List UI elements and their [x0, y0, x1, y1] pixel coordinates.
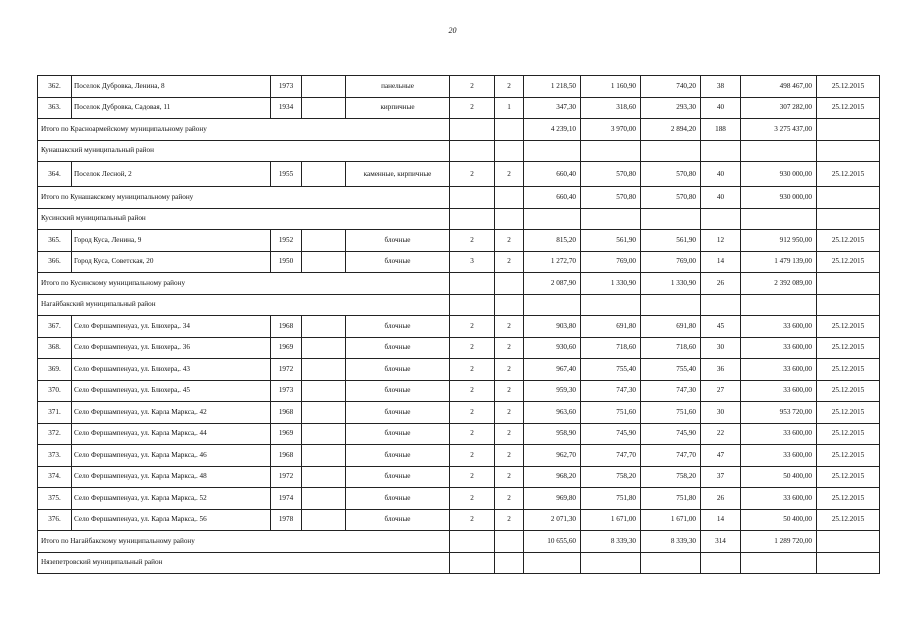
empty-cell: [302, 466, 346, 488]
material-cell: блочные: [346, 380, 450, 402]
empty-cell: [524, 294, 581, 316]
empty-cell: [701, 294, 741, 316]
empty-cell: [817, 273, 880, 295]
table-row: [38, 76, 880, 98]
floors-cell: 2: [450, 380, 495, 402]
empty-cell: [581, 552, 641, 574]
area-total-cell: 4 239,10: [524, 119, 581, 141]
entrances-cell: 2: [495, 466, 524, 488]
cost-cell: 33 600,00: [741, 488, 817, 510]
entrances-cell: 2: [495, 380, 524, 402]
area-living-cell: 691,80: [581, 316, 641, 338]
residents-cell: 14: [701, 251, 741, 273]
area-living-cell: 561,90: [581, 230, 641, 252]
table-row: [38, 380, 880, 402]
empty-cell: [581, 208, 641, 230]
row-number: 370.: [38, 380, 72, 402]
date-cell: 25.12.2015: [817, 359, 880, 381]
row-number: 364.: [38, 162, 72, 187]
area-residential-cell: 691,80: [641, 316, 701, 338]
area-total-cell: 660,40: [524, 162, 581, 187]
district-header-row: [38, 294, 880, 316]
cost-cell: 307 282,00: [741, 97, 817, 119]
empty-cell: [641, 140, 701, 162]
row-number: 363.: [38, 97, 72, 119]
material-cell: блочные: [346, 316, 450, 338]
date-cell: 25.12.2015: [817, 380, 880, 402]
empty-cell: [495, 140, 524, 162]
area-living-cell: 758,20: [581, 466, 641, 488]
year-cell: 1968: [271, 316, 302, 338]
empty-cell: [302, 230, 346, 252]
cost-cell: 1 289 720,00: [741, 531, 817, 553]
cost-cell: 33 600,00: [741, 445, 817, 467]
residents-cell: 30: [701, 337, 741, 359]
date-cell: 25.12.2015: [817, 316, 880, 338]
entrances-cell: 2: [495, 402, 524, 424]
empty-cell: [495, 552, 524, 574]
empty-cell: [302, 488, 346, 510]
residents-cell: 36: [701, 359, 741, 381]
table-row: [38, 445, 880, 467]
area-residential-cell: 570,80: [641, 187, 701, 209]
empty-cell: [641, 294, 701, 316]
address-cell: Село Фершампенуаз, ул. Блюхера,. 36: [72, 337, 271, 359]
total-row: [38, 273, 880, 295]
residents-cell: 40: [701, 97, 741, 119]
material-cell: блочные: [346, 359, 450, 381]
residents-cell: 40: [701, 187, 741, 209]
empty-cell: [817, 208, 880, 230]
district-name: Кусинский муниципальный район: [38, 208, 450, 230]
empty-cell: [817, 140, 880, 162]
empty-cell: [450, 531, 495, 553]
date-cell: 25.12.2015: [817, 466, 880, 488]
floors-cell: 2: [450, 445, 495, 467]
cost-cell: 930 000,00: [741, 187, 817, 209]
row-number: 371.: [38, 402, 72, 424]
area-residential-cell: 758,20: [641, 466, 701, 488]
row-number: 376.: [38, 509, 72, 531]
address-cell: Поселок Лесной, 2: [72, 162, 271, 187]
district-name: Нагайбакский муниципальный район: [38, 294, 450, 316]
material-cell: панельные: [346, 76, 450, 98]
empty-cell: [450, 294, 495, 316]
row-number: 372.: [38, 423, 72, 445]
area-residential-cell: 751,60: [641, 402, 701, 424]
date-cell: 25.12.2015: [817, 509, 880, 531]
address-cell: Поселок Дубровка, Ленина, 8: [72, 76, 271, 98]
table-row: [38, 402, 880, 424]
area-total-cell: 10 655,60: [524, 531, 581, 553]
empty-cell: [302, 76, 346, 98]
table-row: [38, 230, 880, 252]
area-living-cell: 1 160,90: [581, 76, 641, 98]
year-cell: 1972: [271, 466, 302, 488]
address-cell: Село Фершампенуаз, ул. Карла Маркса,. 56: [72, 509, 271, 531]
empty-cell: [302, 251, 346, 273]
entrances-cell: 2: [495, 76, 524, 98]
cost-cell: 930 000,00: [741, 162, 817, 187]
floors-cell: 2: [450, 97, 495, 119]
area-residential-cell: 740,20: [641, 76, 701, 98]
floors-cell: 2: [450, 230, 495, 252]
floors-cell: 2: [450, 488, 495, 510]
cost-cell: 912 950,00: [741, 230, 817, 252]
empty-cell: [641, 208, 701, 230]
area-residential-cell: 747,70: [641, 445, 701, 467]
row-number: 367.: [38, 316, 72, 338]
empty-cell: [302, 402, 346, 424]
total-label: Итого по Нагайбакскому муниципальному району: [38, 531, 450, 553]
area-residential-cell: 751,80: [641, 488, 701, 510]
area-total-cell: 963,60: [524, 402, 581, 424]
date-cell: 25.12.2015: [817, 445, 880, 467]
table-row: [38, 251, 880, 273]
empty-cell: [302, 509, 346, 531]
address-cell: Село Фершампенуаз, ул. Карла Маркса,. 52: [72, 488, 271, 510]
empty-cell: [701, 140, 741, 162]
year-cell: 1950: [271, 251, 302, 273]
row-number: 366.: [38, 251, 72, 273]
empty-cell: [581, 140, 641, 162]
floors-cell: 3: [450, 251, 495, 273]
empty-cell: [302, 423, 346, 445]
cost-cell: 953 720,00: [741, 402, 817, 424]
material-cell: блочные: [346, 509, 450, 531]
area-total-cell: 2 071,30: [524, 509, 581, 531]
empty-cell: [450, 273, 495, 295]
empty-cell: [701, 552, 741, 574]
floors-cell: 2: [450, 337, 495, 359]
empty-cell: [302, 162, 346, 187]
empty-cell: [450, 119, 495, 141]
area-living-cell: 769,00: [581, 251, 641, 273]
area-living-cell: 751,60: [581, 402, 641, 424]
date-cell: 25.12.2015: [817, 162, 880, 187]
district-name: Нязепетровский муниципальный район: [38, 552, 450, 574]
table-row: [38, 97, 880, 119]
area-residential-cell: 1 671,00: [641, 509, 701, 531]
area-living-cell: 751,80: [581, 488, 641, 510]
entrances-cell: 2: [495, 230, 524, 252]
row-number: 374.: [38, 466, 72, 488]
residents-cell: 40: [701, 162, 741, 187]
residents-cell: 37: [701, 466, 741, 488]
floors-cell: 2: [450, 509, 495, 531]
empty-cell: [450, 140, 495, 162]
area-total-cell: 1 272,70: [524, 251, 581, 273]
area-total-cell: 903,80: [524, 316, 581, 338]
residents-cell: 26: [701, 273, 741, 295]
residents-cell: 27: [701, 380, 741, 402]
area-total-cell: 959,30: [524, 380, 581, 402]
row-number: 362.: [38, 76, 72, 98]
material-cell: блочные: [346, 445, 450, 467]
area-total-cell: 815,20: [524, 230, 581, 252]
table-row: [38, 359, 880, 381]
total-row: [38, 187, 880, 209]
entrances-cell: 2: [495, 251, 524, 273]
empty-cell: [450, 187, 495, 209]
residents-cell: 314: [701, 531, 741, 553]
address-cell: Село Фершампенуаз, ул. Карла Маркса,. 46: [72, 445, 271, 467]
empty-cell: [817, 531, 880, 553]
cost-cell: 33 600,00: [741, 380, 817, 402]
empty-cell: [741, 208, 817, 230]
area-residential-cell: 293,30: [641, 97, 701, 119]
residents-cell: 14: [701, 509, 741, 531]
area-total-cell: 969,80: [524, 488, 581, 510]
address-cell: Село Фершампенуаз, ул. Карла Маркса,. 48: [72, 466, 271, 488]
address-cell: Село Фершампенуаз, ул. Карла Маркса,. 44: [72, 423, 271, 445]
material-cell: блочные: [346, 423, 450, 445]
empty-cell: [302, 97, 346, 119]
area-total-cell: 968,20: [524, 466, 581, 488]
empty-cell: [495, 208, 524, 230]
area-living-cell: 1 671,00: [581, 509, 641, 531]
empty-cell: [495, 531, 524, 553]
empty-cell: [817, 552, 880, 574]
cost-cell: 33 600,00: [741, 423, 817, 445]
year-cell: 1968: [271, 445, 302, 467]
district-name: Кунашакский муниципальный район: [38, 140, 450, 162]
address-cell: Село Фершампенуаз, ул. Карла Маркса,. 42: [72, 402, 271, 424]
table-row: [38, 466, 880, 488]
floors-cell: 2: [450, 316, 495, 338]
address-cell: Поселок Дубровка, Садовая, 11: [72, 97, 271, 119]
entrances-cell: 2: [495, 162, 524, 187]
entrances-cell: 2: [495, 359, 524, 381]
empty-cell: [524, 140, 581, 162]
cost-cell: 33 600,00: [741, 359, 817, 381]
residents-cell: 22: [701, 423, 741, 445]
empty-cell: [302, 445, 346, 467]
residents-cell: 38: [701, 76, 741, 98]
area-living-cell: 8 339,30: [581, 531, 641, 553]
empty-cell: [817, 294, 880, 316]
material-cell: блочные: [346, 251, 450, 273]
empty-cell: [581, 294, 641, 316]
residents-cell: 12: [701, 230, 741, 252]
address-cell: Село Фершампенуаз, ул. Блюхера,. 43: [72, 359, 271, 381]
entrances-cell: 2: [495, 423, 524, 445]
material-cell: блочные: [346, 402, 450, 424]
district-header-row: [38, 552, 880, 574]
table-row: [38, 509, 880, 531]
area-residential-cell: 747,30: [641, 380, 701, 402]
area-living-cell: 747,30: [581, 380, 641, 402]
table-row: [38, 423, 880, 445]
table-body: [38, 76, 880, 574]
cost-cell: 3 275 437,00: [741, 119, 817, 141]
row-number: 375.: [38, 488, 72, 510]
year-cell: 1972: [271, 359, 302, 381]
empty-cell: [302, 316, 346, 338]
residents-cell: 45: [701, 316, 741, 338]
area-living-cell: 745,90: [581, 423, 641, 445]
empty-cell: [302, 380, 346, 402]
year-cell: 1978: [271, 509, 302, 531]
floors-cell: 2: [450, 402, 495, 424]
year-cell: 1955: [271, 162, 302, 187]
empty-cell: [524, 208, 581, 230]
material-cell: блочные: [346, 466, 450, 488]
area-residential-cell: 8 339,30: [641, 531, 701, 553]
area-living-cell: 3 970,00: [581, 119, 641, 141]
entrances-cell: 2: [495, 316, 524, 338]
material-cell: кирпичные: [346, 97, 450, 119]
residents-cell: 26: [701, 488, 741, 510]
area-residential-cell: 561,90: [641, 230, 701, 252]
cost-cell: 33 600,00: [741, 316, 817, 338]
entrances-cell: 2: [495, 509, 524, 531]
year-cell: 1969: [271, 337, 302, 359]
year-cell: 1973: [271, 380, 302, 402]
empty-cell: [450, 208, 495, 230]
year-cell: 1973: [271, 76, 302, 98]
row-number: 365.: [38, 230, 72, 252]
empty-cell: [495, 187, 524, 209]
year-cell: 1934: [271, 97, 302, 119]
area-residential-cell: 1 330,90: [641, 273, 701, 295]
area-living-cell: 1 330,90: [581, 273, 641, 295]
total-label: Итого по Кунашакскому муниципальному району: [38, 187, 450, 209]
floors-cell: 2: [450, 162, 495, 187]
area-living-cell: 570,80: [581, 187, 641, 209]
empty-cell: [741, 552, 817, 574]
year-cell: 1974: [271, 488, 302, 510]
residents-cell: 188: [701, 119, 741, 141]
entrances-cell: 2: [495, 337, 524, 359]
cost-cell: 498 467,00: [741, 76, 817, 98]
material-cell: блочные: [346, 337, 450, 359]
cost-cell: 50 400,00: [741, 509, 817, 531]
empty-cell: [524, 552, 581, 574]
empty-cell: [495, 273, 524, 295]
total-row: [38, 531, 880, 553]
area-total-cell: 967,40: [524, 359, 581, 381]
area-total-cell: 660,40: [524, 187, 581, 209]
entrances-cell: 2: [495, 445, 524, 467]
area-living-cell: 318,60: [581, 97, 641, 119]
area-residential-cell: 769,00: [641, 251, 701, 273]
date-cell: 25.12.2015: [817, 423, 880, 445]
empty-cell: [817, 119, 880, 141]
area-total-cell: 958,90: [524, 423, 581, 445]
cost-cell: 33 600,00: [741, 337, 817, 359]
date-cell: 25.12.2015: [817, 230, 880, 252]
date-cell: 25.12.2015: [817, 488, 880, 510]
empty-cell: [701, 208, 741, 230]
empty-cell: [302, 359, 346, 381]
floors-cell: 2: [450, 76, 495, 98]
date-cell: 25.12.2015: [817, 97, 880, 119]
floors-cell: 2: [450, 423, 495, 445]
empty-cell: [495, 294, 524, 316]
address-cell: Город Куса, Советская, 20: [72, 251, 271, 273]
table-row: [38, 488, 880, 510]
area-total-cell: 2 087,90: [524, 273, 581, 295]
residents-cell: 47: [701, 445, 741, 467]
area-residential-cell: 755,40: [641, 359, 701, 381]
area-total-cell: 930,60: [524, 337, 581, 359]
address-cell: Село Фершампенуаз, ул. Блюхера,. 45: [72, 380, 271, 402]
table-row: [38, 337, 880, 359]
empty-cell: [741, 140, 817, 162]
page-number: 20: [448, 26, 457, 35]
cost-cell: 50 400,00: [741, 466, 817, 488]
total-row: [38, 119, 880, 141]
district-header-row: [38, 140, 880, 162]
date-cell: 25.12.2015: [817, 251, 880, 273]
table-row: [38, 316, 880, 338]
cost-cell: 2 392 089,00: [741, 273, 817, 295]
entrances-cell: 1: [495, 97, 524, 119]
area-living-cell: 747,70: [581, 445, 641, 467]
entrances-cell: 2: [495, 488, 524, 510]
area-living-cell: 755,40: [581, 359, 641, 381]
material-cell: блочные: [346, 230, 450, 252]
year-cell: 1969: [271, 423, 302, 445]
address-cell: Город Куса, Ленина, 9: [72, 230, 271, 252]
table-row: [38, 162, 880, 187]
empty-cell: [817, 187, 880, 209]
area-residential-cell: 570,80: [641, 162, 701, 187]
row-number: 373.: [38, 445, 72, 467]
year-cell: 1952: [271, 230, 302, 252]
date-cell: 25.12.2015: [817, 76, 880, 98]
empty-cell: [450, 552, 495, 574]
row-number: 369.: [38, 359, 72, 381]
district-header-row: [38, 208, 880, 230]
residents-cell: 30: [701, 402, 741, 424]
area-total-cell: 347,30: [524, 97, 581, 119]
empty-cell: [641, 552, 701, 574]
area-living-cell: 718,60: [581, 337, 641, 359]
material-cell: блочные: [346, 488, 450, 510]
area-total-cell: 962,70: [524, 445, 581, 467]
total-label: Итого по Красноармейскому муниципальному району: [38, 119, 450, 141]
empty-cell: [495, 119, 524, 141]
area-residential-cell: 718,60: [641, 337, 701, 359]
date-cell: 25.12.2015: [817, 402, 880, 424]
floors-cell: 2: [450, 466, 495, 488]
floors-cell: 2: [450, 359, 495, 381]
area-total-cell: 1 218,50: [524, 76, 581, 98]
total-label: Итого по Кусинскому муниципальному району: [38, 273, 450, 295]
date-cell: 25.12.2015: [817, 337, 880, 359]
material-cell: каменные, кирпичные: [346, 162, 450, 187]
area-residential-cell: 745,90: [641, 423, 701, 445]
empty-cell: [302, 337, 346, 359]
address-cell: Село Фершампенуаз, ул. Блюхера,. 34: [72, 316, 271, 338]
empty-cell: [741, 294, 817, 316]
housing-table: [37, 75, 880, 574]
year-cell: 1968: [271, 402, 302, 424]
area-residential-cell: 2 894,20: [641, 119, 701, 141]
area-living-cell: 570,80: [581, 162, 641, 187]
row-number: 368.: [38, 337, 72, 359]
cost-cell: 1 479 139,00: [741, 251, 817, 273]
